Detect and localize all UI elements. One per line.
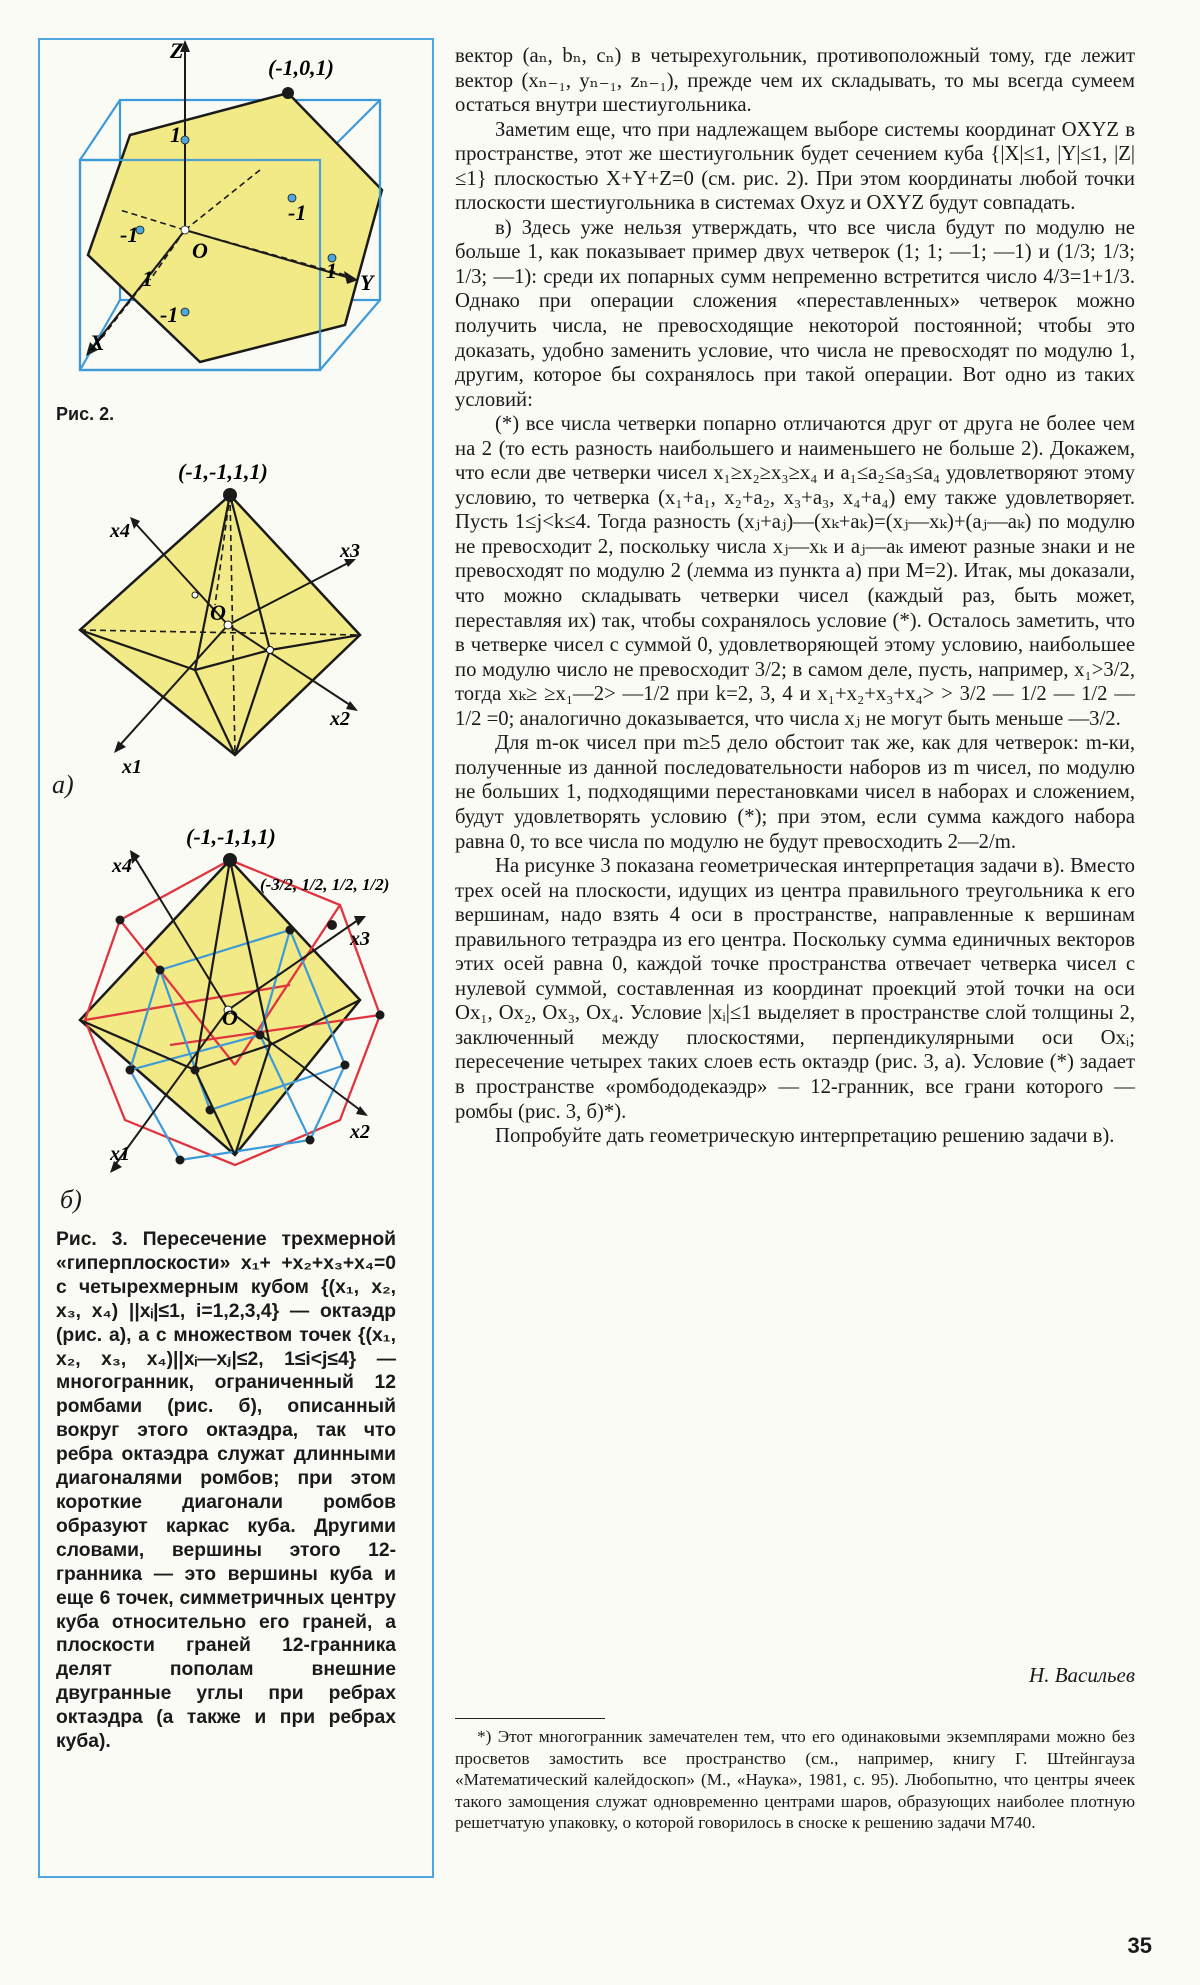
origin-label: O bbox=[222, 1005, 238, 1030]
axis-x4-label: x4 bbox=[110, 520, 130, 542]
tick-label: 1 bbox=[326, 258, 337, 283]
origin-label: O bbox=[210, 600, 226, 625]
tick-label: -1 bbox=[288, 200, 307, 225]
figure-3b-sublabel: б) bbox=[60, 1185, 82, 1214]
paragraph: вектор (aₙ, bₙ, cₙ) в четырехугольник, противоположный тому, где лежит вектор (xₙ₋₁, yₙ₋₁, zₙ₋₁), прежде чем их складывать, то мы всегда сумеем остаться внутри шестиугольника. bbox=[455, 45, 1135, 117]
axis-x-label: X bbox=[90, 330, 105, 355]
page-number: 35 bbox=[1127, 1933, 1152, 1958]
tick-label: -1 bbox=[160, 302, 179, 327]
figure-3-caption bbox=[56, 1228, 396, 1754]
vertex2-label: (-3/2, 1/2, 1/2, 1/2) bbox=[260, 875, 390, 894]
tick-label: 1 bbox=[142, 266, 153, 291]
axis-x2-label: x2 bbox=[350, 1121, 370, 1143]
axis-x3-label: x3 bbox=[350, 928, 370, 950]
figure-3-caption-text: Рис. 3. Пересечение трехмерной «гиперплоскости» x₁+ +x₂+x₃+x₄=0 с четырехмерным кубом {(x₁, x₂, x₃, x₄) ||xᵢ|≤1, i=1,2,3,4} — октаэдр (рис. а), а с множеством точек {(x₁, x₂, x₃, x₄)||xᵢ—xⱼ|≤2, 1≤i<j≤4} — многогранник, ограниченный 12 ромбами (рис. б), описанный вокруг этого октаэдра, так что ребра октаэдра служат длинными диагоналями ромбов; при этом короткие диагонали ромбов образуют каркас куба. Другими словами, вершины этого 12-гранника — это вершины куба и еще 6 точек, симметричных центру куба относительно его граней, а плоскости граней 12-гранника делят пополам внешние двугранные углы при ребрах октаэдра (а также и при ребрах куба). bbox=[56, 1229, 396, 1753]
vertex-label: (-1,0,1) bbox=[268, 55, 334, 80]
axis-y-label: Y bbox=[360, 270, 374, 295]
axis-x1-label: x1 bbox=[122, 756, 142, 778]
footnote-divider bbox=[455, 1718, 605, 1719]
axis-x2-label: x2 bbox=[330, 708, 350, 730]
footnote bbox=[455, 1726, 1135, 1834]
figure-3a-sublabel: а) bbox=[52, 770, 74, 799]
paragraph: Попробуйте дать геометрическую интерпретацию решению задачи в). bbox=[495, 1125, 1115, 1148]
figure-3a bbox=[60, 455, 400, 785]
vertex-label: (-1,-1,1,1) bbox=[178, 459, 268, 484]
paragraph: в) Здесь уже нельзя утверждать, что все числа будут по модулю не больше 1, как показывает пример двух четверок (1; 1; —1; —1) и (1/3; 1/3; 1/3; —1): среди их попарных сумм непременно встретится число 4/3=1+1/3. Однако при операции сложения «переставленных» четверок можно получить числа, не превосходящие некоторой постоянной; чтобы это доказать, удобно заменить условие, что числа не превосходят по модулю 1, другим, которое бы сохранялось при такой операции. Вот одно из таких условий: bbox=[455, 216, 1135, 411]
author-name: Н. Васильев bbox=[1029, 1663, 1135, 1687]
paragraph: На рисунке 3 показана геометрическая интерпретация задачи в). Вместо трех осей на плоскости, идущих из центра правильного треугольника к его вершинам, надо взять 4 оси в пространстве, направленные к вершинам правильного тетраэдра из его центра. Поскольку сумма единичных векторов этих осей равна 0, каждой точке пространства отвечает четверка чисел с нулевой суммой, составленная из координат проекций этой точки на оси Ox₁, Ox₂, Ox₃, Ox₄. Условие |xᵢ|≤1 выделяет в пространстве слой толщины 2, заключенный между плоскостями, перпендикулярными оси Oxᵢ; пересечение четырех таких слоев есть октаэдр (рис. 3, а). Условие (*) задает в пространстве «ромбододекаэдр» — 12-гранник, все грани которого — ромбы (рис. 3, б)*). bbox=[455, 855, 1135, 1123]
vertex-point bbox=[282, 87, 294, 99]
figure-3b bbox=[60, 820, 420, 1190]
footnote-text: *) Этот многогранник замечателен тем, что его одинаковыми экземплярами можно без просветов замостить все пространство (см., например, книгу Г. Штейнгауза «Математический калейдоскоп» (М., «Наука», 1981, с. 95). Любопытно, что центры ячеек такого замощения служат одновременно центрами шаров, образующих наиболее плотную решетчатую упаковку, о которой говорилось в сноске к решению задачи М740. bbox=[455, 1727, 1135, 1832]
paragraph: Заметим еще, что при надлежащем выборе системы координат OXYZ в пространстве, этот же шестиугольник будет сечением куба {|X|≤1, |Y|≤1, |Z|≤1} плоскостью X+Y+Z=0 (см. рис. 2). При этом координаты любой точки плоскости шестиугольника в системах Oxyz и OXYZ будут совпадать. bbox=[455, 118, 1135, 215]
paragraph: (*) все числа четверки попарно отличаются друг от друга не более чем на 2 (то есть разность наибольшего и наименьшего не больше 2). Докажем, что если две четверки чисел x₁≥x₂≥x₃≥x₄ и a₁≤a₂≤a₃≤a₄ удовлетворяют этому условию, то четверка (x₁+a₁, x₂+a₂, x₃+a₃, x₄+a₄) ему также удовлетворяет. Пусть 1≤j<k≤4. Тогда разность (xⱼ+aⱼ)—(xₖ+aₖ)=(xⱼ—xₖ)+(aⱼ—aₖ) по модулю не превосходит 2, поскольку числа xⱼ—xₖ и aⱼ—aₖ имеют разные знаки и не превосходят по модулю 2 (лемма из пункта а) при M=2). Итак, мы доказали, что можно складывать четверки чисел (каждый раз, быть может, переставляя их) так, чтобы сохранялось условие (*). Осталось заметить, что в четверке чисел с суммой 0, удовлетворяющей этому условию, наибольшее по модулю число не превосходит 3/2; в самом деле, пусть, например, x₁>3/2, тогда xₖ≥ ≥x₁—2> —1/2 при k=2, 3, 4 и x₁+x₂+x₃+x₄> > 3/2 — 1/2 — 1/2 — 1/2 =0; аналогично доказывается, что числа xⱼ не могут быть меньше —3/2. bbox=[455, 413, 1135, 730]
tick-label: -1 bbox=[120, 222, 139, 247]
axis-x4-label: x4 bbox=[112, 855, 132, 877]
axis-x3-label: x3 bbox=[340, 540, 360, 562]
figure-2 bbox=[60, 40, 420, 380]
axis-z-label: Z bbox=[170, 40, 184, 63]
vertex-label: (-1,-1,1,1) bbox=[186, 824, 276, 849]
axis-x1-label: x1 bbox=[110, 1143, 130, 1165]
tick-label: 1 bbox=[170, 122, 181, 147]
figure-2-caption: Рис. 2. bbox=[56, 404, 115, 424]
article-body bbox=[455, 44, 1135, 1149]
paragraph: Для m-ок чисел при m≥5 дело обстоит так же, как для четверок: m-ки, полученные из данной последовательности наборов из m чисел, по модулю не больших 1, подходящими перестановками чисел в наборах и сложением, будут удовлетворять условию (*); при этом, если сумма каждого набора равна 0, то все числа по модулю не будут превосходить 2—2/m. bbox=[455, 732, 1135, 853]
origin-label: O bbox=[192, 238, 208, 263]
